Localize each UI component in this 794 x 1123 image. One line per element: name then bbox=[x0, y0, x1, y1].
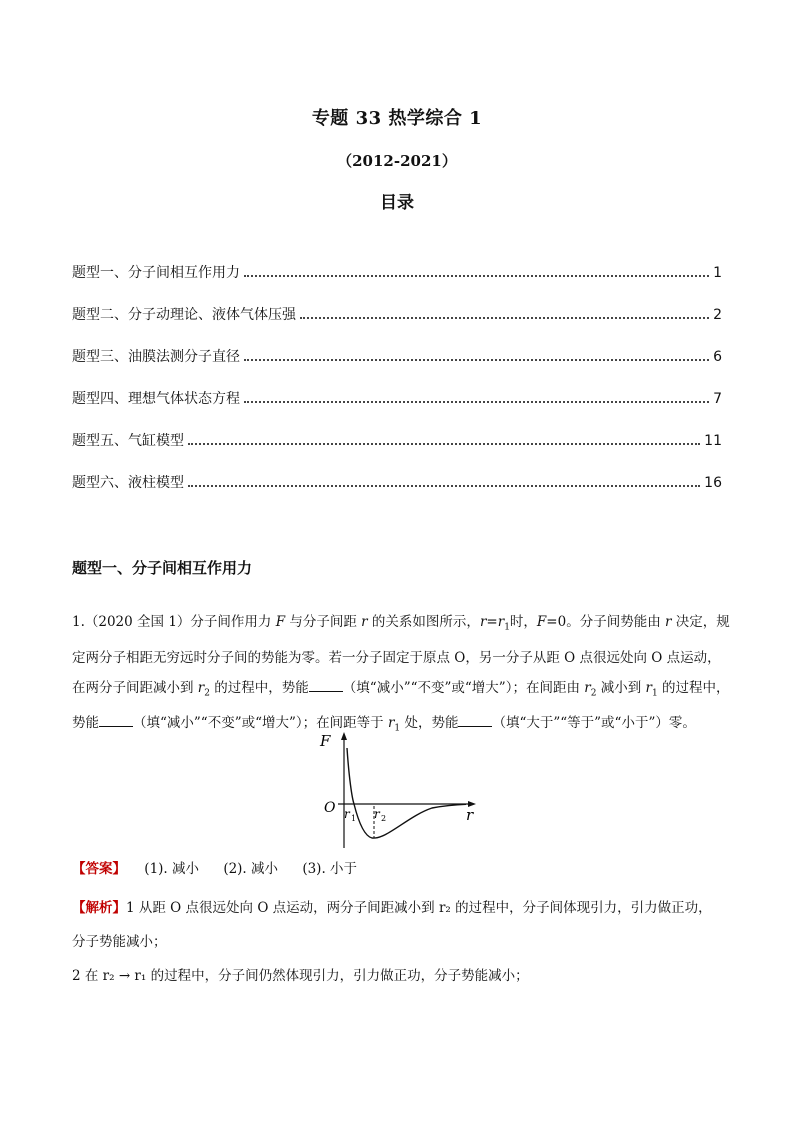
toc-item-1[interactable] bbox=[72, 262, 722, 282]
math-subscript: 2 bbox=[204, 688, 210, 699]
math-var: r bbox=[584, 679, 591, 696]
toc-item-label: 题型六、液柱模型 bbox=[72, 475, 184, 491]
question-line-2: 定两分子相距无穷远时分子间的势能为零。若一分子固定于原点 O，另一分子从距 O 点很远处向 O 点运动， bbox=[72, 649, 721, 666]
document-title: 专题 33 热学综合 1 bbox=[311, 108, 483, 129]
text-run: 1.（2020 全国 1）分子间作用力 bbox=[72, 614, 276, 630]
toc-item-label: 题型三、油膜法测分子直径 bbox=[72, 349, 240, 365]
text-run: （填“大于”“等于”或“小于”）零。 bbox=[492, 715, 696, 732]
r2-subscript: 2 bbox=[381, 814, 387, 823]
text-run: 1 从距 O 点很远处向 O 点运动，两分子间距减小到 r₂ 的过程中，分子间体现引力，引力做正功， bbox=[126, 900, 712, 916]
r2-label: r bbox=[374, 807, 380, 821]
math-var: r bbox=[387, 715, 395, 732]
origin-label: O bbox=[324, 800, 336, 816]
toc-item-5[interactable] bbox=[72, 430, 722, 450]
answer-item-3: (3). 小于 bbox=[302, 861, 358, 877]
analysis-tag: 【解析】 bbox=[72, 900, 126, 916]
text-run: 时， bbox=[509, 614, 537, 630]
math-var: F bbox=[536, 614, 547, 630]
toc-leader-dots bbox=[244, 359, 709, 361]
toc-leader-dots bbox=[244, 401, 709, 403]
force-curve bbox=[347, 748, 466, 838]
toc-leader-dots bbox=[188, 485, 700, 487]
question-line-1 bbox=[72, 607, 730, 643]
toc-item-3[interactable] bbox=[72, 346, 722, 366]
math-subscript: 1 bbox=[394, 724, 401, 735]
math-var: r bbox=[479, 614, 487, 630]
text-run: 与分子间距 bbox=[285, 614, 362, 630]
text-run: 处，势能 bbox=[400, 715, 459, 732]
math-var: r bbox=[665, 614, 672, 630]
toc-leader-dots bbox=[300, 317, 709, 319]
answer-item-2: (2). 减小 bbox=[223, 861, 279, 877]
answer-blank-3[interactable] bbox=[458, 714, 492, 727]
y-axis-label: F bbox=[320, 732, 331, 750]
answer-row bbox=[72, 857, 377, 877]
math-subscript: 1 bbox=[504, 622, 510, 633]
text-run: =0。分子间势能由 bbox=[546, 614, 665, 630]
math-subscript: 2 bbox=[590, 688, 597, 699]
text-run: 决定，规 bbox=[671, 614, 730, 630]
toc-item-label: 题型一、分子间相互作用力 bbox=[72, 265, 240, 281]
math-var: r bbox=[361, 614, 368, 630]
answer-items bbox=[130, 861, 377, 877]
y-axis-arrow-icon bbox=[341, 732, 347, 740]
text-run: 的关系如图所示， bbox=[367, 614, 480, 630]
toc-heading: 目录 bbox=[380, 193, 414, 213]
analysis-line-1 bbox=[72, 891, 732, 925]
toc-page-number: 16 bbox=[704, 475, 722, 491]
answer-item-1: (1). 减小 bbox=[144, 861, 200, 877]
toc-leader-dots bbox=[188, 443, 700, 445]
toc-item-label: 题型五、气缸模型 bbox=[72, 433, 184, 449]
math-var: r bbox=[497, 614, 505, 630]
toc-page-number: 6 bbox=[713, 349, 722, 365]
text-run: 的过程中， bbox=[657, 679, 730, 696]
x-axis-label: r bbox=[466, 806, 474, 824]
text-run: 在两分子间距减小到 bbox=[72, 679, 198, 696]
answer-blank-1[interactable] bbox=[309, 679, 343, 692]
toc-item-label: 题型二、分子动理论、液体气体压强 bbox=[72, 307, 296, 323]
math-var: r bbox=[197, 679, 205, 696]
math-var: F bbox=[275, 614, 286, 630]
toc-item-4[interactable] bbox=[72, 388, 722, 408]
analysis-line-2: 分子势能减小； bbox=[72, 934, 167, 950]
toc-item-label: 题型四、理想气体状态方程 bbox=[72, 391, 240, 407]
question-line-3 bbox=[72, 673, 730, 709]
question-text bbox=[72, 607, 730, 744]
text-run: 减小到 bbox=[596, 679, 646, 696]
text-run: 的过程中，势能 bbox=[210, 679, 309, 696]
toc-item-6[interactable] bbox=[72, 472, 722, 492]
text-run: （填“减小”“不变”或“增大”）；在间距等于 bbox=[133, 715, 388, 732]
force-distance-graph bbox=[308, 728, 480, 850]
toc-page-number: 11 bbox=[704, 433, 722, 449]
r1-subscript: 1 bbox=[351, 814, 357, 823]
section-heading: 题型一、分子间相互作用力 bbox=[72, 559, 253, 577]
answer-blank-2[interactable] bbox=[99, 714, 133, 727]
r1-label: r bbox=[344, 807, 350, 821]
analysis-line-3: 2 在 r₂ → r₁ 的过程中，分子间仍然体现引力，引力做正功，分子势能减小； bbox=[72, 968, 529, 984]
toc-page-number: 2 bbox=[713, 307, 722, 323]
toc-page-number: 1 bbox=[713, 265, 722, 281]
toc-leader-dots bbox=[244, 275, 709, 277]
toc-page-number: 7 bbox=[713, 391, 722, 407]
answer-tag: 【答案】 bbox=[72, 861, 126, 877]
text-run: （填“减小”“不变”或“增大”）；在间距由 bbox=[342, 679, 585, 696]
math-subscript: 1 bbox=[652, 688, 658, 699]
math-var: r bbox=[645, 679, 653, 696]
analysis-block bbox=[72, 891, 732, 993]
text-run: = bbox=[486, 614, 498, 630]
table-of-contents bbox=[72, 262, 722, 514]
year-range: （2012-2021） bbox=[337, 152, 457, 170]
toc-item-2[interactable] bbox=[72, 304, 722, 324]
text-run: 势能 bbox=[72, 715, 99, 732]
